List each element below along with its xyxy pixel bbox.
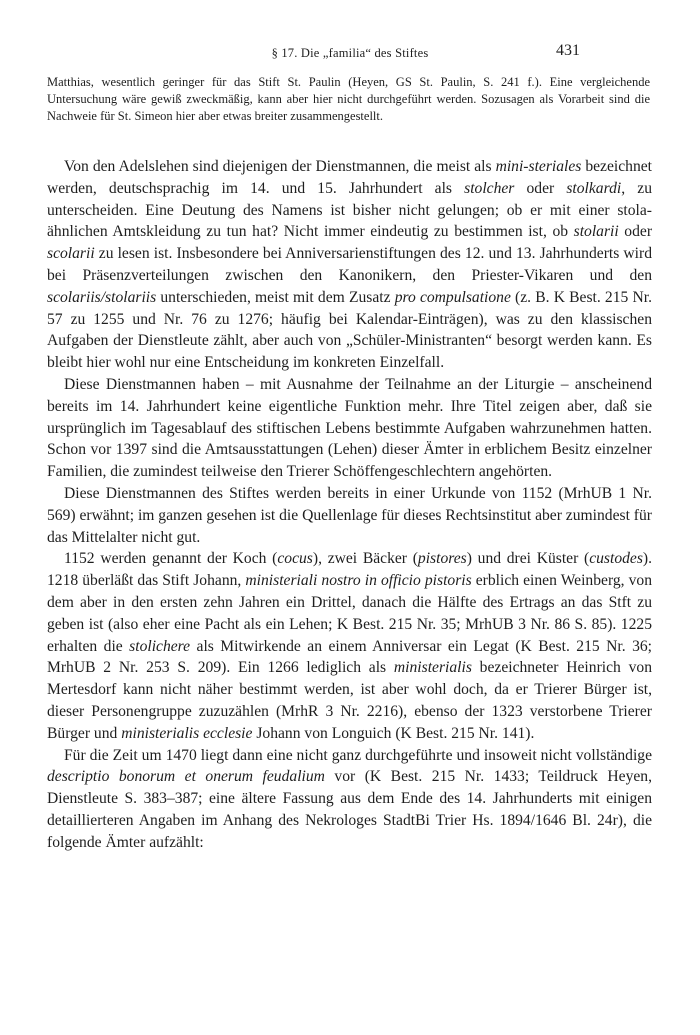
italic-term: scolarii [47, 245, 95, 263]
italic-term: stolarii [573, 223, 619, 241]
text-run: als Mitwirkende an einem Anniversar ein Legat (K Best. 215 Nr. 36; MrhUB 2 Nr. 253 S. 209). Ein 1266 lediglich als [47, 637, 652, 677]
paragraph [47, 745, 652, 854]
text-run: oder [618, 223, 653, 241]
text-run: erblich einen Weinberg, von dem aber in den ersten zehn Jahren ein Drittel, danach die Hälfte des Ertrags an das Stft zu geben ist (also eher eine Pacht als ein Lehen; K Best. 215 Nr. 35; MrhUB 3 Nr. 86 S. 85). 1225 erhalten die [47, 572, 653, 655]
running-title: § 17. Die „familia“ des Stiftes [271, 46, 429, 60]
italic-term: ministerialis ecclesie [121, 724, 253, 742]
text-run: vor (K Best. 215 Nr. 1433; Teildruck Heyen, Dienstleute S. 383–387; eine ältere Fassung aus dem Ende des 14. Jahrhunderts mit einigen detaillierteren Angaben im Anhang des Nekrologes StadtBi Trier Hs. 1894/1646 Bl. 24r), die folgende Ämter aufzählt: [47, 768, 653, 851]
text-run: ) und drei Küster ( [466, 550, 590, 568]
italic-term: cocus [277, 550, 313, 568]
text-run: Diese Dienstmannen haben – mit Ausnahme der Teilnahme an der Liturgie – anscheinend bereits im 14. Jahrhundert keine eigentliche Funktion mehr. Ihre Titel zeigen aber, daß sie ursprünglich im Tagesablauf des stiftischen Lebens bestimmte Aufgaben wahrzunehmen hatten. Schon vor 1397 sind die Amtsausstattungen (Lehen) dieser Ämter in erblichem Besitz einzelner Familien, die zumindest teilweise den Trierer Schöffengeschlechtern angehörten. [47, 375, 652, 481]
footnote: Matthias, wesentlich geringer für das Stift St. Paulin (Heyen, GS St. Paulin, S. 241 f.). Eine vergleichende Untersuchung wäre gewiß zweckmäßig, kann aber hier nicht durchgeführt werden. Sozusagen als Vorarbeit sind die Nachweie für St. Simeon hier aber etwas breiter zusammengestellt. [47, 75, 650, 124]
text-run: unterschieden, meist mit dem Zusatz [156, 288, 395, 306]
text-run: Johann von Longuich (K Best. 215 Nr. 141). [252, 724, 535, 742]
paragraph [47, 156, 652, 374]
text-run: ). 1218 überläßt das Stift Johann, [47, 550, 653, 590]
text-run: , zu unterscheiden. Eine Deutung des Namens ist bisher nicht gelungen; ob er mit einer stola-ähnlichen Amtskleidung zu tun hat? Nicht immer eindeutig zu bestimmen ist, ob [47, 179, 652, 241]
main-text [47, 156, 652, 854]
text-run: Diese Dienstmannen des Stiftes werden bereits in einer Urkunde von 1152 (MrhUB 1 Nr. 569) erwähnt; im ganzen gesehen ist die Quellenlage für dieses Rechtsinstitut aber zumindest für das Mittelalter nicht gut. [47, 484, 652, 546]
text-run: bezeichnet werden, deutschsprachig im 14. und 15. Jahrhundert als [47, 158, 652, 197]
running-header [0, 42, 700, 66]
text-run: (z. B. K Best. 215 Nr. 57 zu 1255 und Nr. 76 zu 1276; häufig bei Kalendar-Einträgen), was zu den klassischen Aufgaben der Dienstleute zählt, aber auch von „Schüler-Ministranten“ besorgt werden kann. Es bleibt hier wohl nur eine Entscheidung im konkreten Einzelfall. [47, 288, 652, 372]
paragraph [47, 483, 652, 548]
paragraph [47, 374, 652, 483]
italic-term: scolariis/stolariis [47, 288, 157, 306]
italic-term: stolkardi [566, 179, 622, 197]
text-run: Für die Zeit um 1470 liegt dann eine nicht ganz durchgeführte und insoweit nicht vollständige [64, 746, 652, 764]
italic-term: pistores [417, 550, 467, 568]
text-run: oder [514, 179, 567, 197]
italic-term: pro compulsatione [394, 288, 511, 306]
italic-term: ministerialis [393, 659, 472, 677]
italic-term: custodes [589, 550, 643, 568]
text-run: zu lesen ist. Insbesondere bei Anniversarienstiftungen des 12. und 13. Jahrhunderts wird bei Präsenzverteilungen zwischen den Kanonikern, den Priester-Vikaren und den [47, 245, 652, 284]
paragraph [47, 548, 652, 744]
text-run: ), zwei Bäcker ( [312, 550, 418, 568]
italic-term: stolichere [129, 637, 191, 655]
italic-term: mini-steriales [495, 158, 582, 175]
page-number: 431 [556, 42, 580, 59]
text-run: bezeichneter Heinrich von Mertesdorf kann nicht näher bestimmt werden, ist aber wohl doch, da er Trierer Bürger ist, dieser Personengruppe zuzuzählen (MrhR 3 Nr. 2216), ebenso der 1323 verstorbene Trierer Bürger und [47, 659, 652, 742]
text-run: Von den Adelslehen sind diejenigen der Dienstmannen, die meist als [64, 158, 496, 175]
italic-term: ministeriali nostro in officio pistoris [245, 572, 472, 590]
italic-term: descriptio bonorum et onerum feudalium [47, 768, 325, 786]
italic-term: stolcher [464, 179, 515, 197]
text-run: 1152 werden genannt der Koch ( [64, 550, 278, 568]
